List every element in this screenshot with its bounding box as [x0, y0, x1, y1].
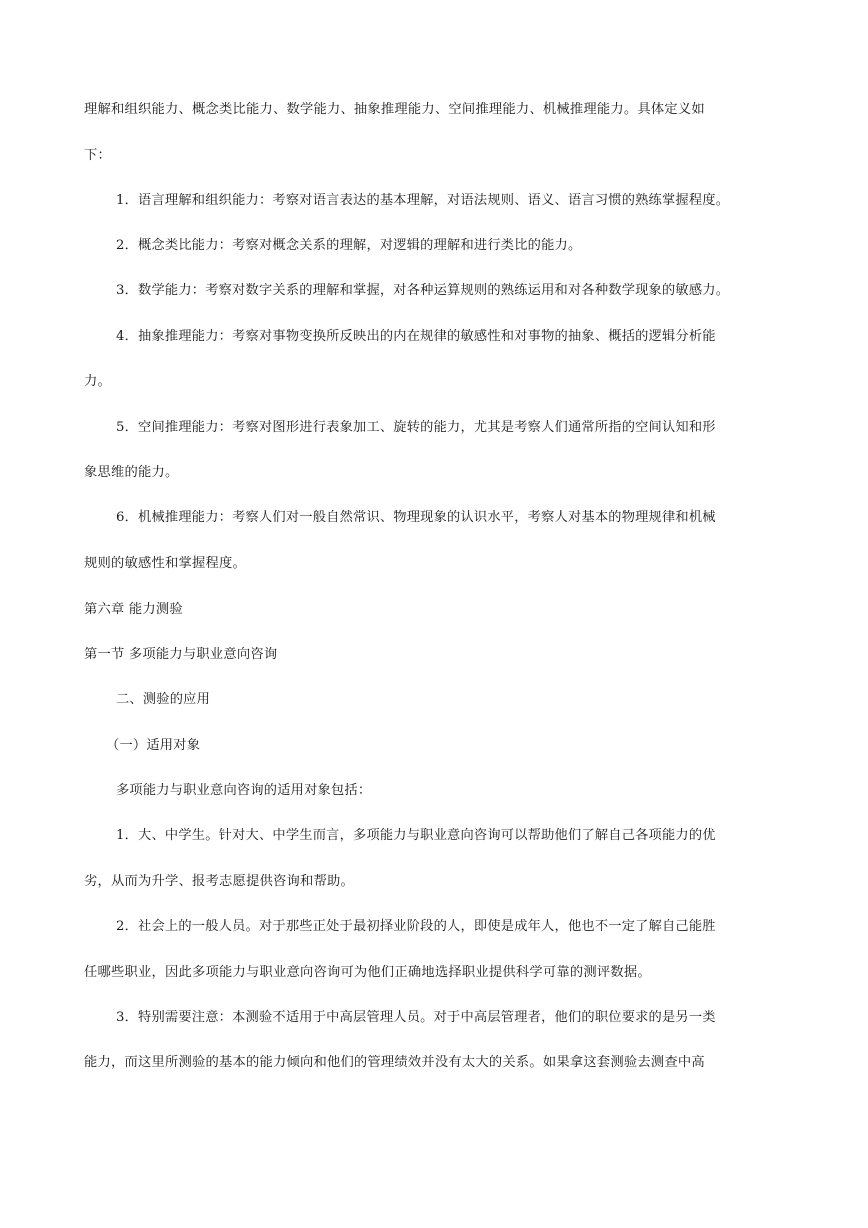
paragraph-line: 象思维的能力。 [84, 465, 179, 480]
paragraph-line: 理解和组织能力、概念类比能力、数学能力、抽象推理能力、空间推理能力、机械推理能力。具体定义如 [84, 102, 705, 117]
list-item-line: 1．语言理解和组织能力：考察对语言表达的基本理解，对语法规则、语义、语言习惯的熟练掌握程度。 [116, 193, 730, 208]
list-item-line: 4．抽象推理能力：考察对事物变换所反映出的内在规律的敏感性和对事物的抽象、概括的逻辑分析能 [116, 329, 716, 344]
paragraph-line: 多项能力与职业意向咨询的适用对象包括： [116, 783, 372, 798]
list-item-line: 2．概念类比能力：考察对概念关系的理解，对逻辑的理解和进行类比的能力。 [116, 238, 582, 253]
paragraph-line: 任哪些职业，因此多项能力与职业意向咨询可为他们正确地选择职业提供科学可靠的测评数据。 [84, 965, 651, 980]
list-item-line: 2．社会上的一般人员。对于那些正处于最初择业阶段的人，即使是成年人，他也不一定了解自己能胜 [116, 919, 716, 934]
subsection-heading: 二、测验的应用 [116, 692, 211, 707]
chapter-heading: 第六章 能力测验 [84, 602, 183, 617]
paragraph-line: 下： [84, 148, 111, 163]
list-item-line: 5．空间推理能力：考察对图形进行表象加工、旋转的能力，尤其是考察人们通常所指的空间认知和形 [116, 420, 716, 435]
paragraph-line: 能力，而这里所测验的基本的能力倾向和他们的管理绩效并没有太大的关系。如果拿这套测验去测查中高 [84, 1055, 705, 1070]
paragraph-line: 规则的敏感性和掌握程度。 [84, 556, 246, 571]
paragraph-line: 劣，从而为升学、报考志愿提供咨询和帮助。 [84, 874, 354, 889]
subsection-heading: （一）适用对象 [106, 738, 201, 753]
list-item-line: 1．大、中学生。针对大、中学生而言，多项能力与职业意向咨询可以帮助他们了解自己各项能力的优 [116, 828, 716, 843]
list-item-line: 6．机械推理能力：考察人们对一般自然常识、物理现象的认识水平，考察人对基本的物理规律和机械 [116, 510, 716, 525]
list-item-line: 3．特别需要注意：本测验不适用于中高层管理人员。对于中高层管理者，他们的职位要求的是另一类 [116, 1010, 716, 1025]
section-heading: 第一节 多项能力与职业意向咨询 [84, 647, 278, 662]
list-item-line: 3．数学能力：考察对数字关系的理解和掌握，对各种运算规则的熟练运用和对各种数学现象的敏感力。 [116, 283, 730, 298]
paragraph-line: 力。 [84, 374, 111, 389]
